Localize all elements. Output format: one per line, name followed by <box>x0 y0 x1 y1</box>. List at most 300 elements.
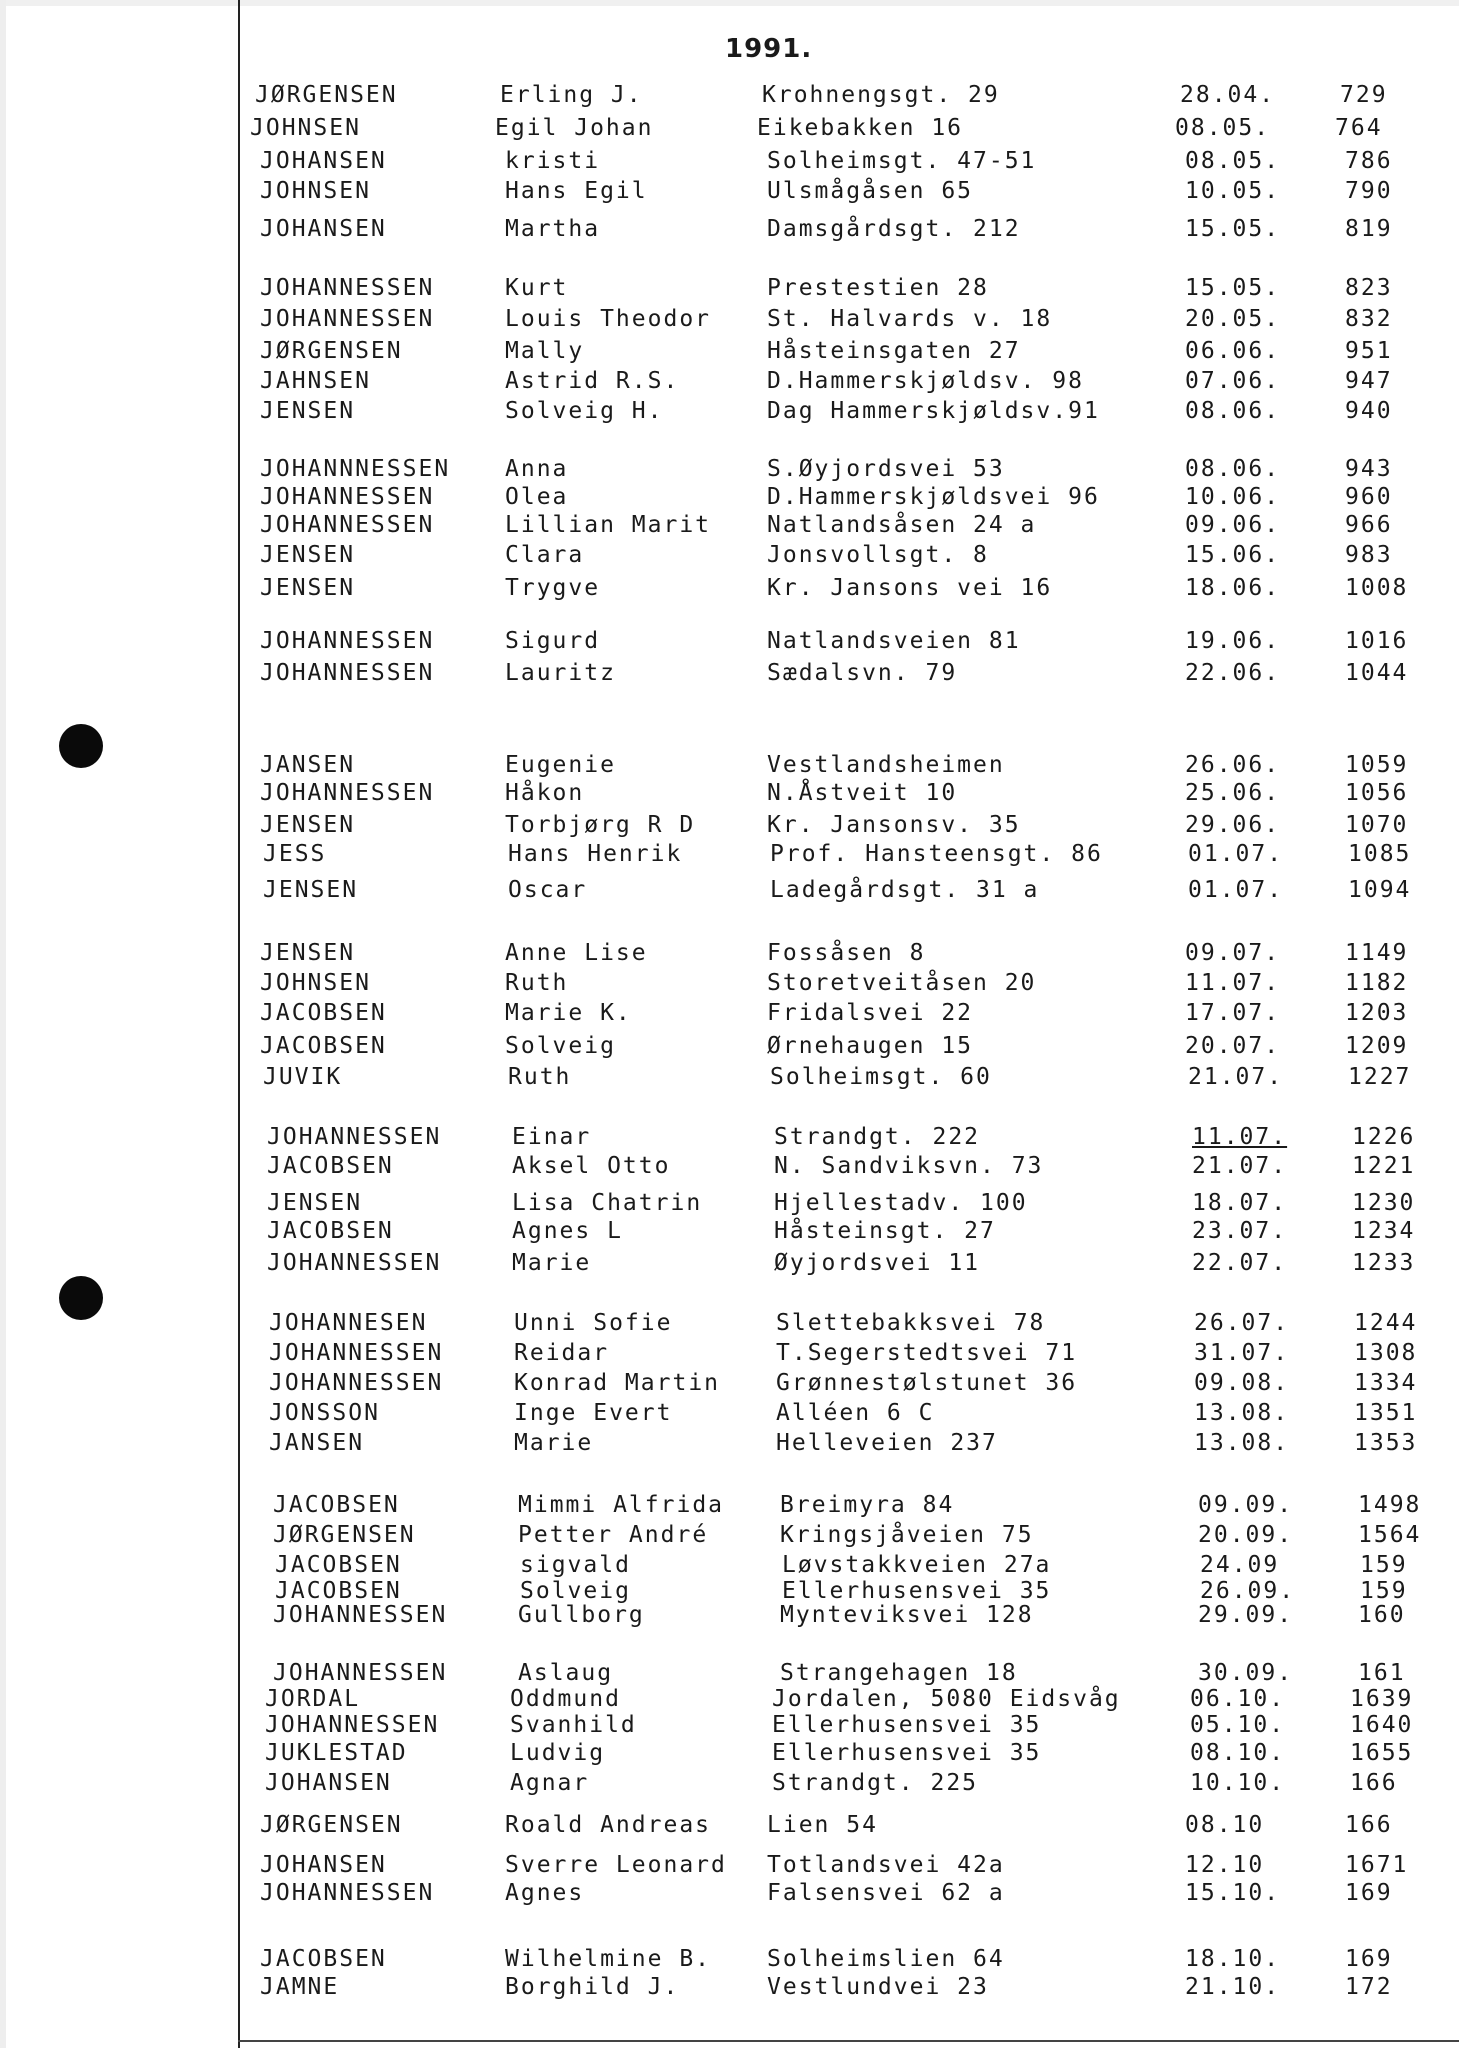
date: 26.09. <box>1200 1578 1296 1604</box>
entry-number: 1182 <box>1345 970 1409 996</box>
date: 08.06. <box>1185 398 1281 424</box>
entry-number: 940 <box>1345 398 1393 424</box>
entry-number: 1353 <box>1354 1430 1418 1456</box>
surname: JENSEN <box>260 940 356 966</box>
register-row <box>5 148 1459 178</box>
entry-number: 1227 <box>1348 1064 1412 1090</box>
given-name: Wilhelmine B. <box>505 1946 712 1972</box>
address: Strandgt. 225 <box>772 1770 979 1796</box>
address: Prestestien 28 <box>767 275 989 301</box>
address: Vestlundvei 23 <box>767 1974 989 2000</box>
surname: JOHANNESSEN <box>273 1602 448 1628</box>
register-row <box>5 542 1459 572</box>
date: 29.09. <box>1198 1602 1294 1628</box>
register-row <box>10 1740 1459 1770</box>
given-name: Anne Lise <box>505 940 648 966</box>
register-row <box>5 368 1459 398</box>
register-row <box>5 275 1459 305</box>
date: 24.09 <box>1200 1552 1280 1578</box>
surname: JOHANNESSEN <box>273 1660 448 1686</box>
address: D.Hammerskjøldsvei 96 <box>767 484 1100 510</box>
entry-number: 161 <box>1358 1660 1406 1686</box>
entry-number: 1334 <box>1354 1370 1418 1396</box>
register-row <box>5 1812 1459 1842</box>
given-name: Konrad Martin <box>514 1370 721 1396</box>
register-row <box>10 1712 1459 1742</box>
entry-number: 786 <box>1345 148 1393 174</box>
address: Ulsmågåsen 65 <box>767 178 974 204</box>
given-name: Sigurd <box>505 628 601 654</box>
date: 09.06. <box>1185 512 1281 538</box>
register-row <box>18 1602 1459 1632</box>
given-name: Borghild J. <box>505 1974 680 2000</box>
given-name: Gullborg <box>518 1602 645 1628</box>
register-row <box>18 1492 1459 1522</box>
surname: JANSEN <box>260 752 356 778</box>
given-name: Svanhild <box>510 1712 637 1738</box>
date: 29.06. <box>1185 812 1281 838</box>
surname: JACOBSEN <box>267 1218 394 1244</box>
surname: JAMNE <box>260 1974 340 2000</box>
given-name: Oddmund <box>510 1686 621 1712</box>
register-row <box>14 1310 1459 1340</box>
date: 09.08. <box>1194 1370 1290 1396</box>
entry-number: 169 <box>1345 1946 1393 1972</box>
given-name: Ludvig <box>510 1740 606 1766</box>
surname: JACOBSEN <box>275 1552 402 1578</box>
address: St. Halvards v. 18 <box>767 306 1053 332</box>
address: Totlandsvei 42a <box>767 1852 1005 1878</box>
given-name: Ruth <box>508 1064 572 1090</box>
date: 23.07. <box>1192 1218 1288 1244</box>
entry-number: 1149 <box>1345 940 1409 966</box>
given-name: Mimmi Alfrida <box>518 1492 725 1518</box>
register-row <box>5 306 1459 336</box>
address: Storetveitåsen 20 <box>767 970 1037 996</box>
date: 18.07. <box>1192 1190 1288 1216</box>
entry-number: 1230 <box>1352 1190 1416 1216</box>
given-name: Inge Evert <box>514 1400 673 1426</box>
surname: JOHANNNESSEN <box>260 456 451 482</box>
register-row <box>5 512 1459 542</box>
register-row <box>5 970 1459 1000</box>
surname: JENSEN <box>260 575 356 601</box>
date: 01.07. <box>1188 841 1284 867</box>
given-name: Astrid R.S. <box>505 368 680 394</box>
date: 21.10. <box>1185 1974 1281 2000</box>
date: 17.07. <box>1185 1000 1281 1026</box>
entry-number: 1640 <box>1350 1712 1414 1738</box>
surname: JESS <box>263 841 327 867</box>
surname: JENSEN <box>260 812 356 838</box>
given-name: sigvald <box>520 1552 631 1578</box>
surname: JOHANSEN <box>260 148 387 174</box>
date: 15.06. <box>1185 542 1281 568</box>
address: Solheimslien 64 <box>767 1946 1005 1972</box>
given-name: Marie <box>512 1250 592 1276</box>
surname: JOHANNESSEN <box>267 1250 442 1276</box>
date: 20.09. <box>1198 1522 1294 1548</box>
surname: JACOBSEN <box>260 1033 387 1059</box>
register-row <box>5 338 1459 368</box>
given-name: Torbjørg R D <box>505 812 696 838</box>
surname: JOHANNESSEN <box>269 1340 444 1366</box>
register-row <box>0 115 1454 145</box>
address: Ellerhusensvei 35 <box>772 1712 1042 1738</box>
surname: JOHANNESSEN <box>269 1370 444 1396</box>
entry-number: 172 <box>1345 1974 1393 2000</box>
surname: JOHANNESEN <box>269 1310 428 1336</box>
date: 12.10 <box>1185 1852 1265 1878</box>
date: 15.05. <box>1185 216 1281 242</box>
given-name: Hans Egil <box>505 178 648 204</box>
given-name: Erling J. <box>500 82 643 108</box>
entry-number: 1234 <box>1352 1218 1416 1244</box>
register-row <box>8 841 1459 871</box>
register-row <box>5 1946 1459 1976</box>
register-row <box>14 1400 1459 1430</box>
date: 21.07. <box>1192 1153 1288 1179</box>
surname: JOHANSEN <box>265 1770 392 1796</box>
given-name: Oscar <box>508 877 588 903</box>
address: Mynteviksvei 128 <box>780 1602 1034 1628</box>
entry-number: 729 <box>1340 82 1388 108</box>
entry-number: 166 <box>1345 1812 1393 1838</box>
entry-number: 943 <box>1345 456 1393 482</box>
surname: JOHANNESSEN <box>267 1124 442 1150</box>
surname: JENSEN <box>267 1190 363 1216</box>
address: Jordalen, 5080 Eidsvåg <box>772 1686 1121 1712</box>
register-row <box>5 456 1459 486</box>
entry-number: 1233 <box>1352 1250 1416 1276</box>
entry-number: 819 <box>1345 216 1393 242</box>
address: Natlandsåsen 24 a <box>767 512 1037 538</box>
entry-number: 764 <box>1335 115 1383 141</box>
register-row <box>12 1218 1459 1248</box>
date: 20.07. <box>1185 1033 1281 1059</box>
date: 22.07. <box>1192 1250 1288 1276</box>
given-name: Mally <box>505 338 585 364</box>
date: 11.07. <box>1192 1124 1288 1150</box>
address: Kr. Jansonsv. 35 <box>767 812 1021 838</box>
address: Solheimsgt. 47-51 <box>767 148 1037 174</box>
given-name: Trygve <box>505 575 601 601</box>
address: Ellerhusensvei 35 <box>772 1740 1042 1766</box>
date: 13.08. <box>1194 1400 1290 1426</box>
surname: JØRGENSEN <box>260 1812 403 1838</box>
address: Jonsvollsgt. 8 <box>767 542 989 568</box>
surname: JØRGENSEN <box>255 82 398 108</box>
given-name: Roald Andreas <box>505 1812 712 1838</box>
entry-number: 1203 <box>1345 1000 1409 1026</box>
address: Strandgt. 222 <box>774 1124 981 1150</box>
given-name: Marie <box>514 1430 594 1456</box>
address: Kr. Jansons vei 16 <box>767 575 1053 601</box>
given-name: Agnes <box>505 1880 585 1906</box>
address: S.Øyjordsvei 53 <box>767 456 1005 482</box>
register-row <box>5 1000 1459 1030</box>
address: Ørnehaugen 15 <box>767 1033 974 1059</box>
surname: JOHANNESSEN <box>265 1712 440 1738</box>
register-row <box>5 178 1459 208</box>
entry-number: 1226 <box>1352 1124 1416 1150</box>
entry-number: 1639 <box>1350 1686 1414 1712</box>
address: Ellerhusensvei 35 <box>782 1578 1052 1604</box>
given-name: Louis Theodor <box>505 306 712 332</box>
register-row <box>5 398 1459 428</box>
entry-number: 1044 <box>1345 660 1409 686</box>
entry-number: 1070 <box>1345 812 1409 838</box>
entry-number: 166 <box>1350 1770 1398 1796</box>
date: 09.09. <box>1198 1492 1294 1518</box>
register-row <box>12 1190 1459 1220</box>
date: 13.08. <box>1194 1430 1290 1456</box>
address: Fossåsen 8 <box>767 940 926 966</box>
entry-number: 160 <box>1358 1602 1406 1628</box>
given-name: Lisa Chatrin <box>512 1190 703 1216</box>
register-row <box>5 1880 1459 1910</box>
date: 11.07. <box>1185 970 1281 996</box>
surname: JOHNSEN <box>250 115 361 141</box>
address: N.Åstveit 10 <box>767 780 958 806</box>
entry-number: 960 <box>1345 484 1393 510</box>
given-name: Olea <box>505 484 569 510</box>
register-row <box>5 484 1459 514</box>
entry-number: 832 <box>1345 306 1393 332</box>
date: 10.10. <box>1190 1770 1286 1796</box>
entry-number: 790 <box>1345 178 1393 204</box>
bottom-rule <box>238 2040 1459 2042</box>
register-row <box>0 82 1459 112</box>
surname: JACOBSEN <box>267 1153 394 1179</box>
date: 25.06. <box>1185 780 1281 806</box>
given-name: Solveig <box>505 1033 616 1059</box>
address: D.Hammerskjøldsv. 98 <box>767 368 1084 394</box>
date: 31.07. <box>1194 1340 1290 1366</box>
register-row <box>5 752 1459 782</box>
surname: JACOBSEN <box>260 1946 387 1972</box>
given-name: kristi <box>505 148 601 174</box>
given-name: Unni Sofie <box>514 1310 673 1336</box>
register-row <box>5 1033 1459 1063</box>
entry-number: 823 <box>1345 275 1393 301</box>
address: Sædalsvn. 79 <box>767 660 958 686</box>
date: 06.06. <box>1185 338 1281 364</box>
register-row <box>5 575 1459 605</box>
date: 18.06. <box>1185 575 1281 601</box>
entry-number: 1008 <box>1345 575 1409 601</box>
given-name: Aksel Otto <box>512 1153 671 1179</box>
date: 08.10. <box>1190 1740 1286 1766</box>
surname: JØRGENSEN <box>273 1522 416 1548</box>
address: Håsteinsgaten 27 <box>767 338 1021 364</box>
entry-number: 169 <box>1345 1880 1393 1906</box>
given-name: Sverre Leonard <box>505 1852 727 1878</box>
date: 09.07. <box>1185 940 1281 966</box>
date: 10.06. <box>1185 484 1281 510</box>
entry-number: 983 <box>1345 542 1393 568</box>
entry-number: 1655 <box>1350 1740 1414 1766</box>
date: 20.05. <box>1185 306 1281 332</box>
date: 07.06. <box>1185 368 1281 394</box>
address: Grønnestølstunet 36 <box>776 1370 1078 1396</box>
surname: JUVIK <box>263 1064 343 1090</box>
given-name: Lauritz <box>505 660 616 686</box>
surname: JUKLESTAD <box>265 1740 408 1766</box>
entry-number: 1056 <box>1345 780 1409 806</box>
given-name: Agnar <box>510 1770 590 1796</box>
surname: JOHANNESSEN <box>260 306 435 332</box>
surname: JENSEN <box>260 398 356 424</box>
surname: JACOBSEN <box>260 1000 387 1026</box>
surname: JAHNSEN <box>260 368 371 394</box>
address: N. Sandviksvn. 73 <box>774 1153 1044 1179</box>
given-name: Hans Henrik <box>508 841 683 867</box>
date: 19.06. <box>1185 628 1281 654</box>
surname: JORDAL <box>265 1686 361 1712</box>
date: 15.05. <box>1185 275 1281 301</box>
given-name: Solveig <box>520 1578 631 1604</box>
address: Breimyra 84 <box>780 1492 955 1518</box>
given-name: Marie K. <box>505 1000 632 1026</box>
given-name: Kurt <box>505 275 569 301</box>
entry-number: 1221 <box>1352 1153 1416 1179</box>
entry-number: 1564 <box>1358 1522 1422 1548</box>
entry-number: 1308 <box>1354 1340 1418 1366</box>
register-row <box>5 812 1459 842</box>
date: 30.09. <box>1198 1660 1294 1686</box>
address: Fridalsvei 22 <box>767 1000 974 1026</box>
address: Prof. Hansteensgt. 86 <box>770 841 1103 867</box>
surname: JOHANNESSEN <box>260 275 435 301</box>
address: Lien 54 <box>767 1812 878 1838</box>
register-row <box>14 1340 1459 1370</box>
given-name: Anna <box>505 456 569 482</box>
address: Ladegårdsgt. 31 a <box>770 877 1040 903</box>
surname: JACOBSEN <box>275 1578 402 1604</box>
surname: JACOBSEN <box>273 1492 400 1518</box>
address: Hjellestadv. 100 <box>774 1190 1028 1216</box>
date: 08.05. <box>1185 148 1281 174</box>
address: Solheimsgt. 60 <box>770 1064 992 1090</box>
address: T.Segerstedtsvei 71 <box>776 1340 1078 1366</box>
surname: JOHANNESSEN <box>260 1880 435 1906</box>
given-name: Petter André <box>518 1522 709 1548</box>
date: 26.06. <box>1185 752 1281 778</box>
surname: JØRGENSEN <box>260 338 403 364</box>
scan-top-edge <box>0 0 1459 6</box>
surname: JENSEN <box>263 877 359 903</box>
register-row <box>5 628 1459 658</box>
entry-number: 1498 <box>1358 1492 1422 1518</box>
surname: JOHANNESSEN <box>260 628 435 654</box>
entry-number: 1351 <box>1354 1400 1418 1426</box>
address: Falsensvei 62 a <box>767 1880 1005 1906</box>
surname: JOHANNESSEN <box>260 484 435 510</box>
address: Damsgårdsgt. 212 <box>767 216 1021 242</box>
register-row <box>5 1974 1459 2004</box>
register-row <box>18 1522 1459 1552</box>
given-name: Lillian Marit <box>505 512 712 538</box>
given-name: Egil Johan <box>495 115 654 141</box>
address: Håsteinsgt. 27 <box>774 1218 996 1244</box>
page-year: 1991. <box>725 34 813 64</box>
surname: JOHNSEN <box>260 178 371 204</box>
register-row <box>5 216 1459 246</box>
address: Krohnengsgt. 29 <box>762 82 1000 108</box>
register-row <box>14 1370 1459 1400</box>
given-name: Håkon <box>505 780 585 806</box>
surname: JOHANNESSEN <box>260 780 435 806</box>
surname: JOHNSEN <box>260 970 371 996</box>
date: 10.05. <box>1185 178 1281 204</box>
address: Dag Hammerskjøldsv.91 <box>767 398 1100 424</box>
date: 18.10. <box>1185 1946 1281 1972</box>
surname: JOHANSEN <box>260 1852 387 1878</box>
register-row <box>12 1153 1459 1183</box>
date: 01.07. <box>1188 877 1284 903</box>
given-name: Martha <box>505 216 601 242</box>
given-name: Reidar <box>514 1340 610 1366</box>
surname: JOHANNESSEN <box>260 512 435 538</box>
address: Strangehagen 18 <box>780 1660 1018 1686</box>
surname: JANSEN <box>269 1430 365 1456</box>
date: 22.06. <box>1185 660 1281 686</box>
entry-number: 951 <box>1345 338 1393 364</box>
surname: JOHANNESSEN <box>260 660 435 686</box>
given-name: Einar <box>512 1124 592 1150</box>
entry-number: 1209 <box>1345 1033 1409 1059</box>
date: 21.07. <box>1188 1064 1284 1090</box>
entry-number: 947 <box>1345 368 1393 394</box>
address: Vestlandsheimen <box>767 752 1005 778</box>
register-row <box>8 877 1459 907</box>
date: 08.05. <box>1175 115 1271 141</box>
entry-number: 159 <box>1360 1552 1408 1578</box>
register-row <box>5 1852 1459 1882</box>
entry-number: 159 <box>1360 1578 1408 1604</box>
register-row <box>5 940 1459 970</box>
register-row <box>8 1064 1459 1094</box>
given-name: Clara <box>505 542 585 568</box>
address: Slettebakksvei 78 <box>776 1310 1046 1336</box>
given-name: Solveig H. <box>505 398 664 424</box>
given-name: Ruth <box>505 970 569 996</box>
entry-number: 1059 <box>1345 752 1409 778</box>
date: 08.10 <box>1185 1812 1265 1838</box>
date: 15.10. <box>1185 1880 1281 1906</box>
address: Alléen 6 C <box>776 1400 935 1426</box>
entry-number: 1671 <box>1345 1852 1409 1878</box>
address: Løvstakkveien 27a <box>782 1552 1052 1578</box>
date: 26.07. <box>1194 1310 1290 1336</box>
entry-number: 1094 <box>1348 877 1412 903</box>
surname: JENSEN <box>260 542 356 568</box>
entry-number: 1085 <box>1348 841 1412 867</box>
surname: JOHANSEN <box>260 216 387 242</box>
date: 05.10. <box>1190 1712 1286 1738</box>
address: Helleveien 237 <box>776 1430 998 1456</box>
register-row <box>14 1430 1459 1460</box>
date: 06.10. <box>1190 1686 1286 1712</box>
register-row <box>12 1250 1459 1280</box>
surname: JONSSON <box>269 1400 380 1426</box>
register-row <box>5 660 1459 690</box>
date: 08.06. <box>1185 456 1281 482</box>
entry-number: 1016 <box>1345 628 1409 654</box>
register-row <box>5 780 1459 810</box>
register-row <box>10 1770 1459 1800</box>
